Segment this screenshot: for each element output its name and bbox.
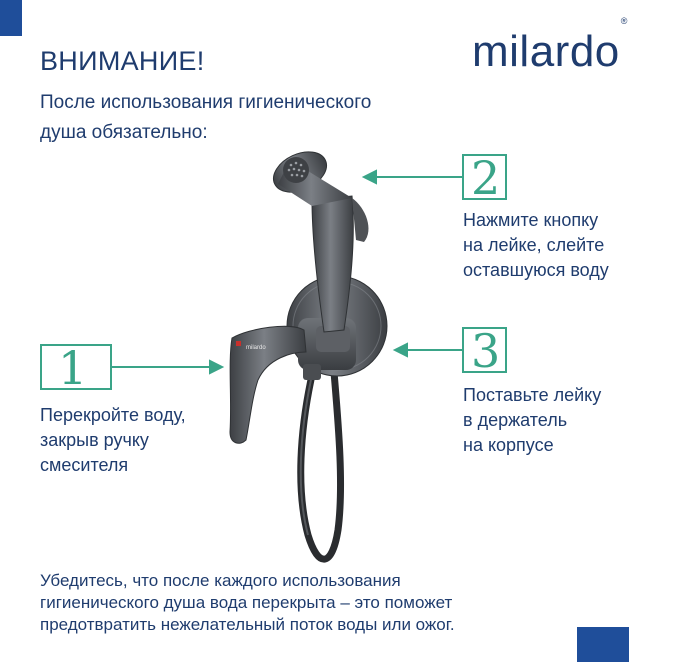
step-2-line-1: Нажмите кнопку xyxy=(463,210,599,230)
step-1-line-3: смесителя xyxy=(40,455,129,475)
brand-logo-text: milardo xyxy=(472,27,620,76)
footer-line-1: Убедитесь, что после каждого использования xyxy=(40,571,401,590)
step-3-number: 3 xyxy=(471,324,501,378)
step-2-number: 2 xyxy=(471,151,501,205)
footer-warning xyxy=(40,570,600,636)
hand-shower-trigger xyxy=(352,198,368,242)
step-1-text xyxy=(40,403,186,478)
footer-line-3: предотвратить нежелательный поток воды или ожог. xyxy=(40,615,455,634)
step-3-text xyxy=(463,383,601,458)
intro-line-2: душа обязательно: xyxy=(40,122,208,143)
step-1-line-2: закрыв ручку xyxy=(40,430,149,450)
step-1-number: 1 xyxy=(58,341,88,395)
step-2-text xyxy=(463,208,609,283)
intro-line-1: После использования гигиенического xyxy=(40,92,372,113)
step-3-line-3: на корпусе xyxy=(463,435,554,455)
step-2-line-3: оставшуюся воду xyxy=(463,260,609,280)
registered-mark: ® xyxy=(620,16,628,27)
step-2-line-2: на лейке, слейте xyxy=(463,235,605,255)
mixer-handle xyxy=(230,326,306,443)
step-1-line-1: Перекройте воду, xyxy=(40,405,186,425)
hose-connector xyxy=(303,364,321,380)
handle-red-indicator xyxy=(236,341,241,346)
arrow-step-3-head xyxy=(395,344,407,356)
arrow-step-2-head xyxy=(364,171,376,183)
footer-line-2: гигиенического душа вода перекрыта – это поможет xyxy=(40,593,453,612)
handle-brand-text: milardo xyxy=(246,345,266,351)
page-title: ВНИМАНИЕ! xyxy=(40,46,205,76)
arrow-step-1-head xyxy=(210,361,222,373)
step-3-line-1: Поставьте лейку xyxy=(463,385,602,405)
step-3-line-2: в держатель xyxy=(463,410,568,430)
